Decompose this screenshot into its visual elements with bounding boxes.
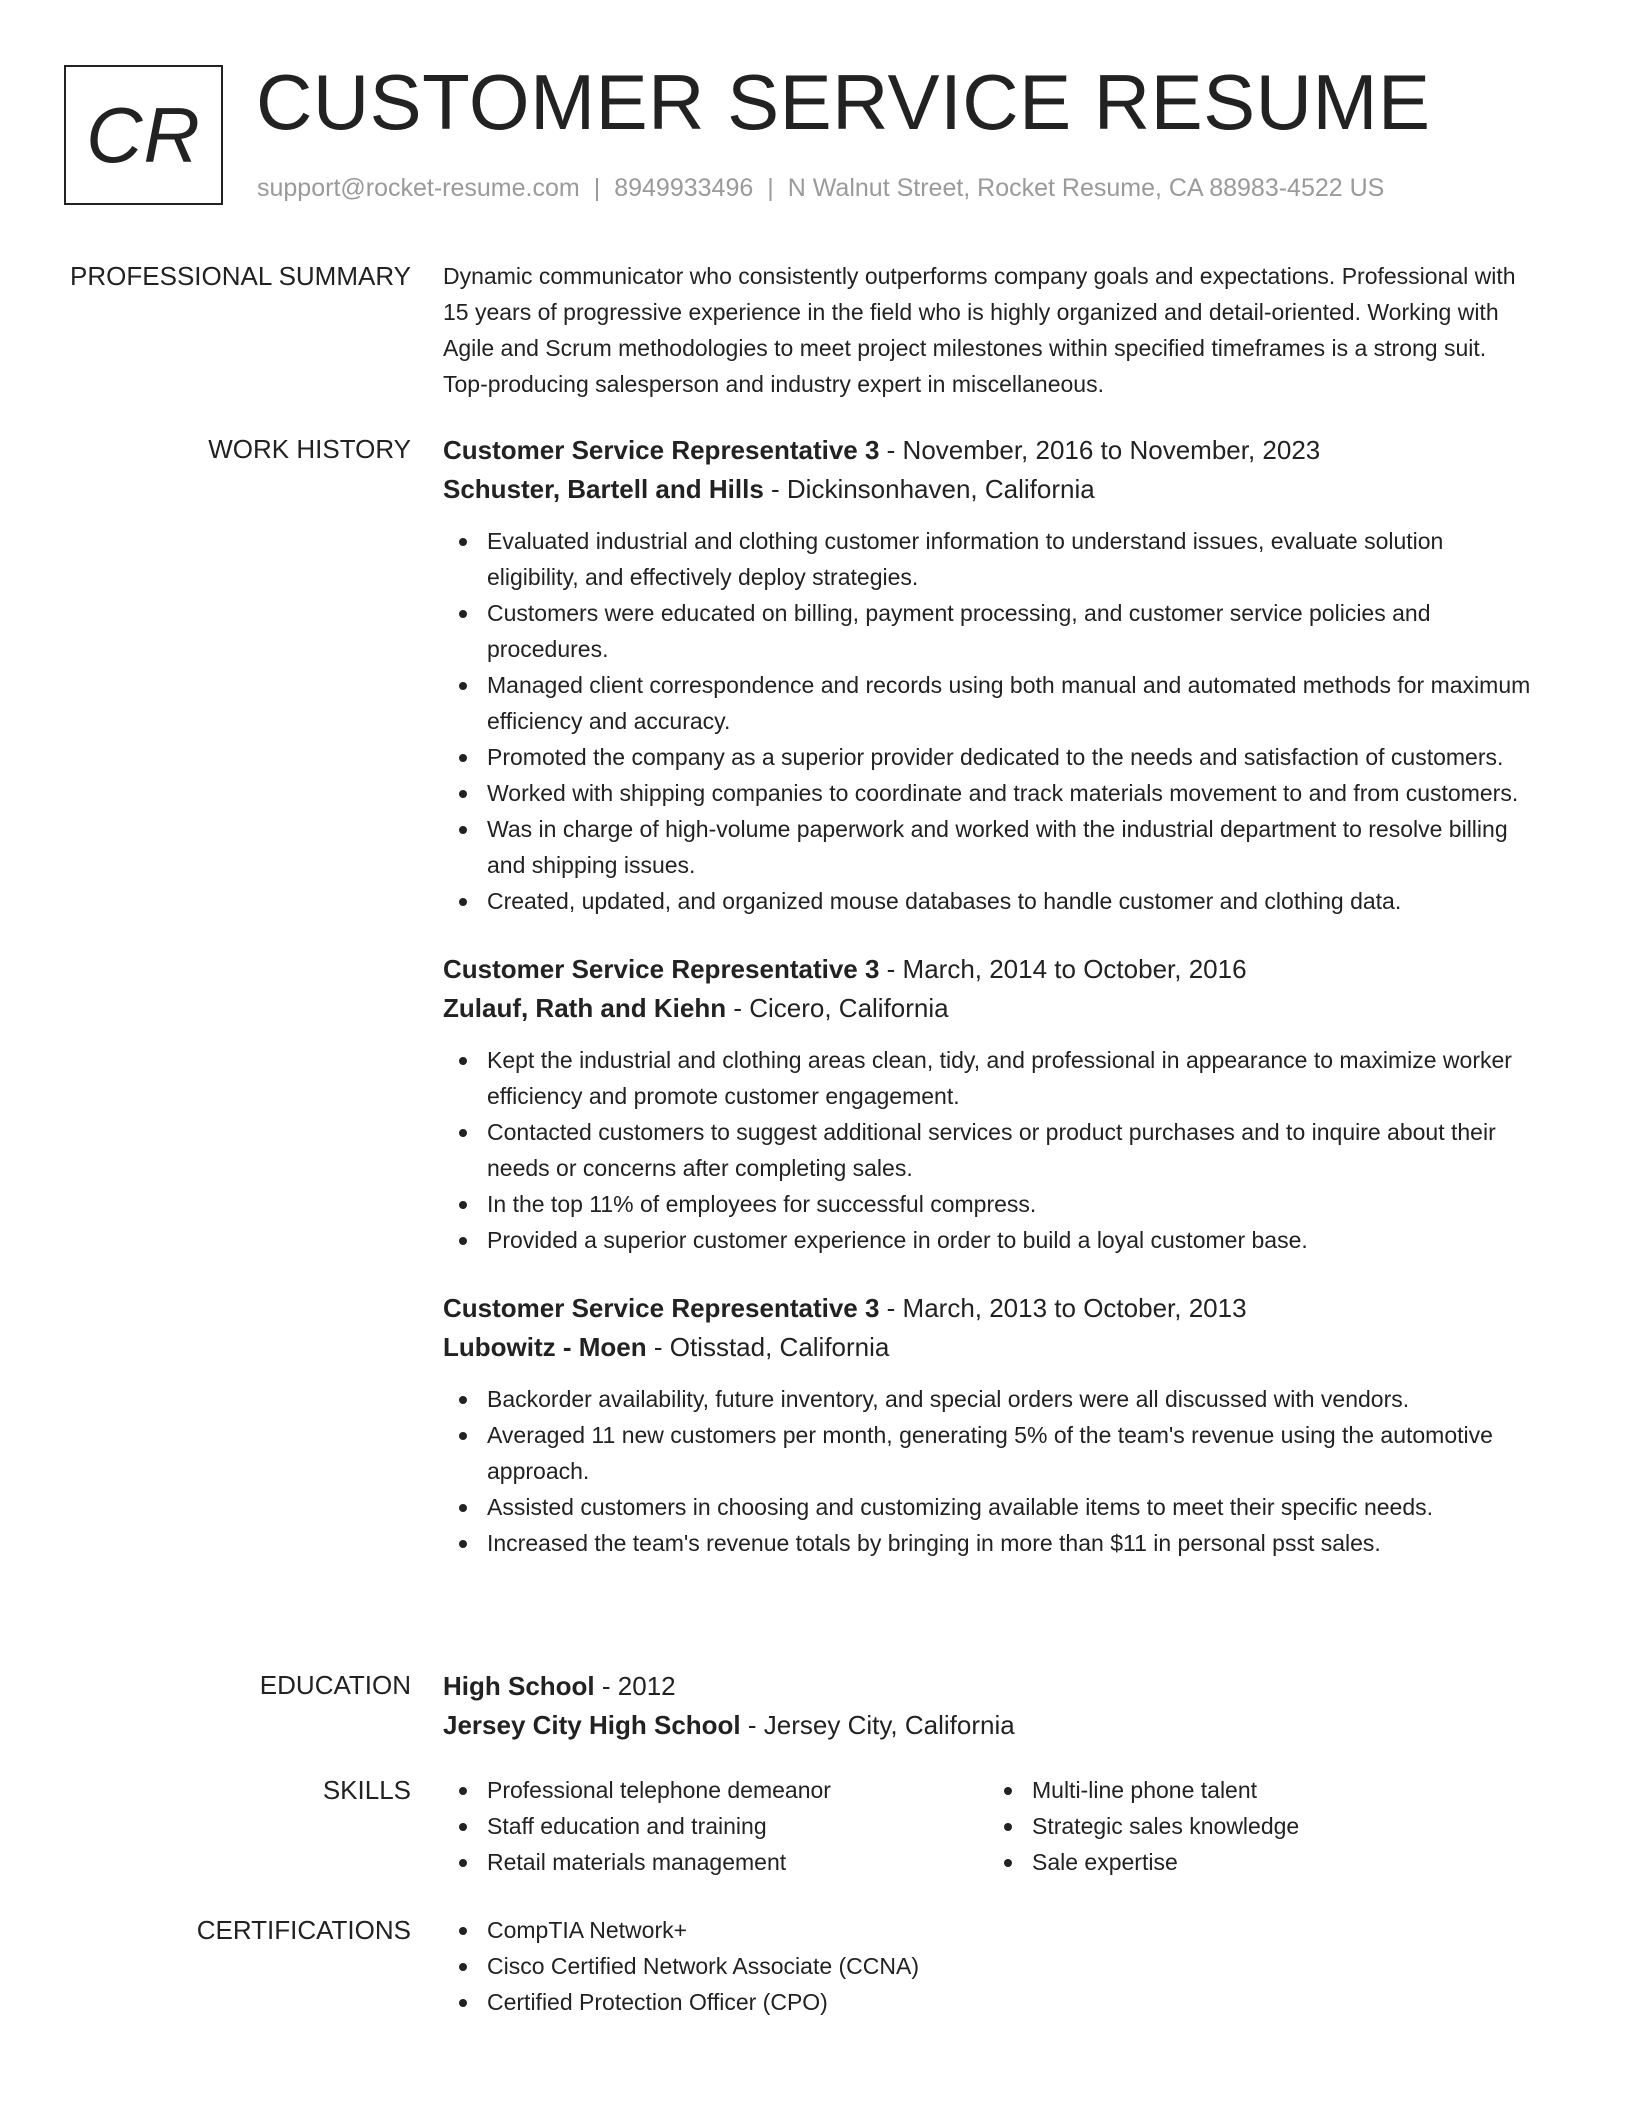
summary-body [443,258,1533,402]
skills-list-left [443,1772,988,1880]
job-location: - Cicero, California [726,993,949,1023]
job-title: Customer Service Representative 3 [443,435,880,465]
monogram-logo [64,65,223,205]
education-degree: High School [443,1671,595,1701]
skill-item: Staff education and training [443,1808,988,1844]
job-location: - Dickinsonhaven, California [763,474,1095,504]
job-employer-line [443,1328,1533,1367]
job-entry [443,431,1533,919]
job-duty-item: Provided a superior customer experience in order to build a loyal customer base. [443,1222,1533,1258]
job-employer-line [443,470,1533,509]
contact-separator: | [593,174,601,202]
job-duties-list [443,1381,1533,1561]
certification-item: CompTIA Network+ [443,1912,1533,1948]
contact-separator: | [767,174,774,202]
contact-email: support@rocket-resume.com [257,174,580,202]
job-duty-item: Worked with shipping companies to coordinate and track materials movement to and from customers. [443,775,1533,811]
job-title: Customer Service Representative 3 [443,954,880,984]
job-duty-item: Kept the industrial and clothing areas clean, tidy, and professional in appearance to maximize worker efficiency and promote customer engagement. [443,1042,1533,1114]
skill-item: Professional telephone demeanor [443,1772,988,1808]
education-location: - Jersey City, California [740,1710,1015,1740]
education-school: Jersey City High School [443,1710,741,1740]
job-duty-item: Increased the team's revenue totals by bringing in more than $11 in personal psst sales. [443,1525,1533,1561]
education-degree-line [443,1667,1533,1706]
skills-list-right [988,1772,1533,1880]
education-school-line [443,1706,1533,1745]
job-employer: Schuster, Bartell and Hills [443,474,764,504]
job-duty-item: Averaged 11 new customers per month, generating 5% of the team's revenue using the automotive approach. [443,1417,1533,1489]
job-duty-item: Backorder availability, future inventory, and special orders were all discussed with vendors. [443,1381,1533,1417]
job-dates: - March, 2013 to October, 2013 [879,1293,1247,1323]
job-duty-item: Customers were educated on billing, payment processing, and customer service policies and procedures. [443,595,1533,667]
section-label-education: EDUCATION [259,1670,411,1700]
job-employer: Zulauf, Rath and Kiehn [443,993,727,1023]
skill-item: Multi-line phone talent [988,1772,1533,1808]
job-employer: Lubowitz - Moen [443,1332,647,1362]
job-duties-list [443,1042,1533,1258]
job-title-line [443,950,1533,989]
certifications-list [443,1912,1533,2020]
job-duty-item: In the top 11% of employees for successful compress. [443,1186,1533,1222]
job-duty-item: Assisted customers in choosing and customizing available items to meet their specific needs. [443,1489,1533,1525]
job-entry [443,1289,1533,1561]
skill-item: Strategic sales knowledge [988,1808,1533,1844]
work-history-body [443,431,1533,1561]
section-label-skills: SKILLS [322,1775,411,1805]
job-dates: - March, 2014 to October, 2016 [879,954,1247,984]
education-year: - 2012 [594,1671,676,1701]
section-label-work-history: WORK HISTORY [208,434,411,464]
job-employer-line [443,989,1533,1028]
summary-text: Dynamic communicator who consistently outperforms company goals and expectations. Professional with 15 years of progressive experience in the field who is highly organized and detail-oriented. Working with Agile and Scrum methodologies to meet project milestones within specified timeframes is a strong suit. Top-producing salesperson and industry expert in miscellaneous. [443,263,1516,397]
contact-line [257,170,1384,206]
certification-item: Certified Protection Officer (CPO) [443,1984,1533,2020]
section-label-certifications: CERTIFICATIONS [196,1915,411,1945]
monogram-initials: CR [86,90,201,179]
job-duty-item: Managed client correspondence and records using both manual and automated methods for maximum efficiency and accuracy. [443,667,1533,739]
job-title: Customer Service Representative 3 [443,1293,880,1323]
contact-phone: 8949933496 [614,174,754,202]
page-title: CUSTOMER SERVICE RESUME [256,58,1431,146]
skill-item: Retail materials management [443,1844,988,1880]
contact-address: N Walnut Street, Rocket Resume, CA 88983-4522 US [787,174,1385,202]
job-duty-item: Evaluated industrial and clothing customer information to understand issues, evaluate solution eligibility, and effectively deploy strategies. [443,523,1533,595]
job-duty-item: Was in charge of high-volume paperwork and worked with the industrial department to resolve billing and shipping issues. [443,811,1533,883]
job-duty-item: Created, updated, and organized mouse databases to handle customer and clothing data. [443,883,1533,919]
section-label-summary: PROFESSIONAL SUMMARY [70,261,411,291]
job-dates: - November, 2016 to November, 2023 [879,435,1321,465]
job-duty-item: Contacted customers to suggest additional services or product purchases and to inquire about their needs or concerns after completing sales. [443,1114,1533,1186]
certification-item: Cisco Certified Network Associate (CCNA) [443,1948,1533,1984]
job-entry [443,950,1533,1258]
job-title-line [443,1289,1533,1328]
certifications-body [443,1912,1533,2020]
skills-body [443,1772,1533,1880]
job-duty-item: Promoted the company as a superior provider dedicated to the needs and satisfaction of customers. [443,739,1533,775]
job-duties-list [443,523,1533,919]
job-title-line [443,431,1533,470]
education-body [443,1667,1533,1745]
job-location: - Otisstad, California [646,1332,890,1362]
skill-item: Sale expertise [988,1844,1533,1880]
